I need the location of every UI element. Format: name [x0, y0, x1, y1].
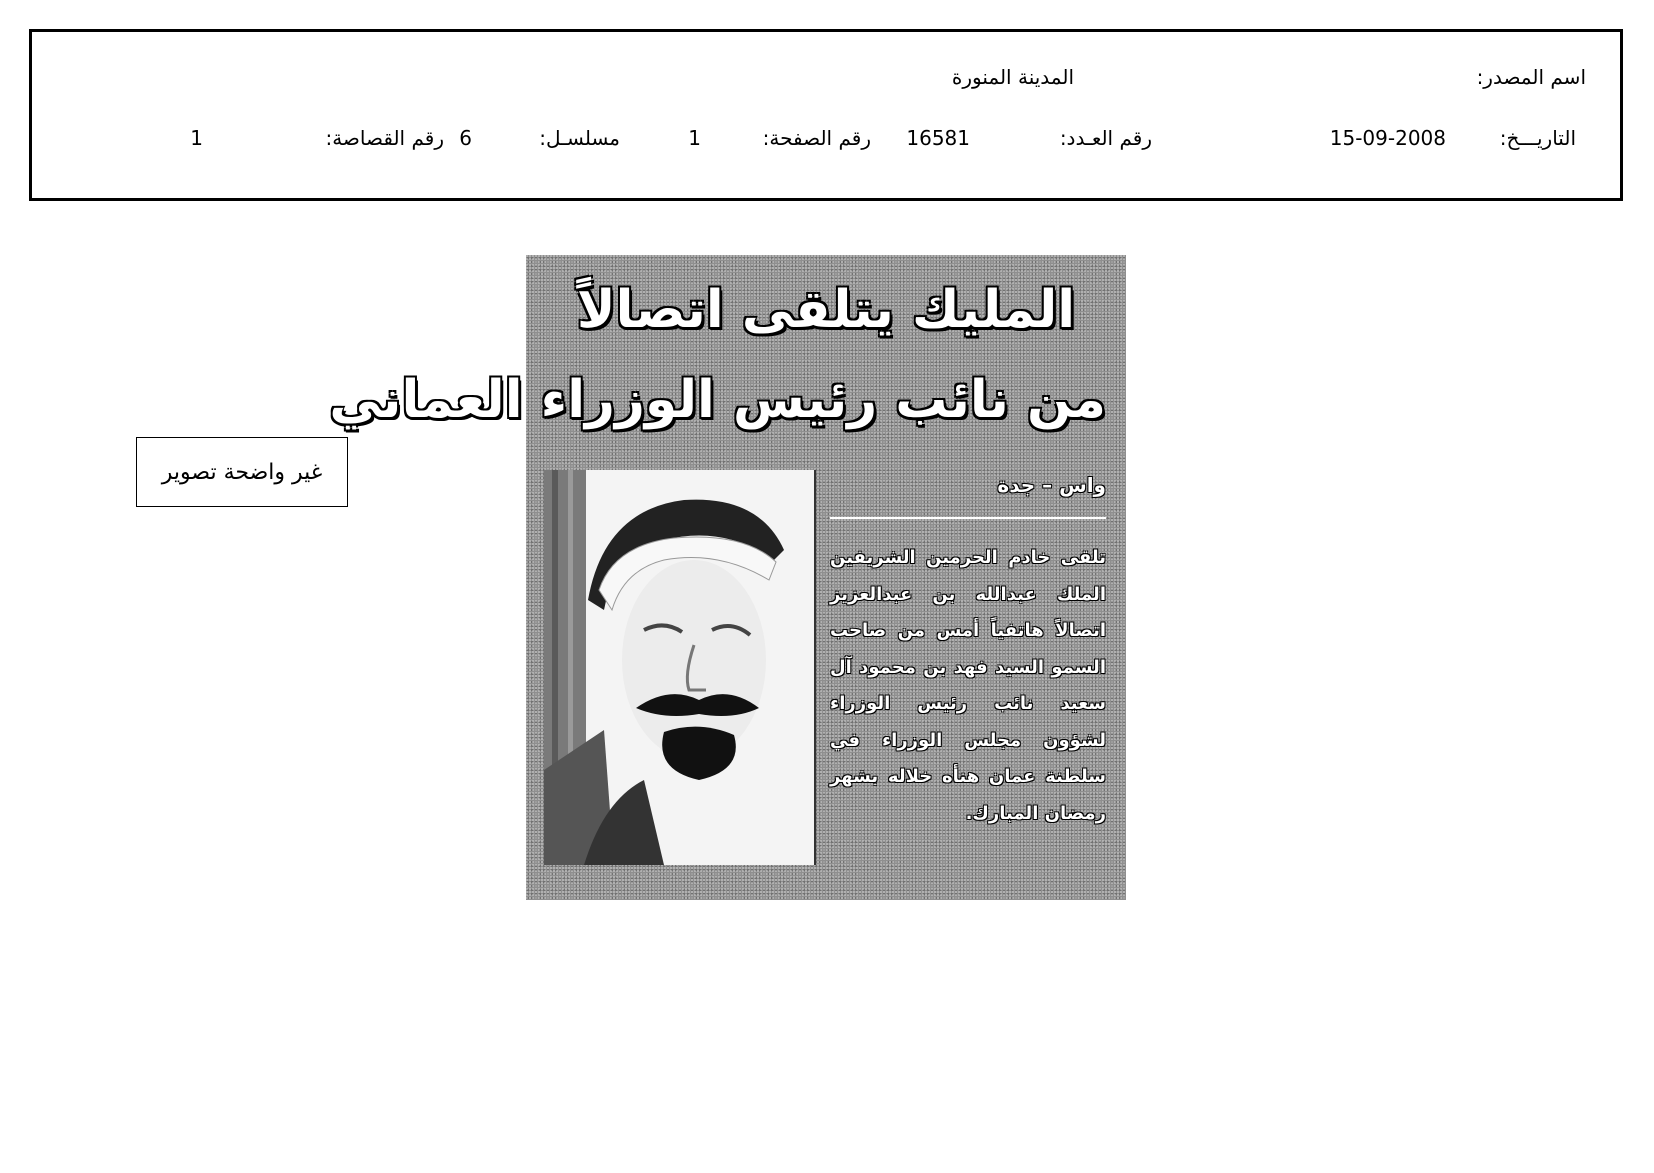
- headline-line-2: من نائب رئيس الوزراء العماني: [329, 370, 1106, 430]
- byline-rule: [830, 517, 1106, 519]
- clip-number-value: 1: [190, 126, 203, 150]
- clip-number-label: رقم القصاصة:: [325, 126, 444, 150]
- page-value: 1: [688, 126, 701, 150]
- date-label: التاريـــخ:: [1499, 126, 1576, 150]
- document-header: [29, 29, 1623, 201]
- byline: واس – جدة: [997, 473, 1106, 497]
- serial-label: مسلسـل:: [539, 126, 620, 150]
- source-label: اسم المصدر:: [1476, 65, 1586, 89]
- note-text: غير واضحة تصوير: [161, 459, 323, 485]
- portrait-illustration: [544, 470, 814, 865]
- serial-value: 6: [459, 126, 472, 150]
- newspaper-clipping: [329, 255, 1126, 900]
- portrait-photo: [544, 470, 816, 865]
- unclear-copy-note: [136, 437, 348, 507]
- issue-label: رقم العـدد:: [1059, 126, 1152, 150]
- date-value: 15-09-2008: [1329, 126, 1446, 150]
- article-body: تلقى خادم الحرمين الشريفين الملك عبدالله بن عبدالعزيز اتصالاً هاتفياً أمس من صاحب السمو السيد فهد بن محمود آل سعيد نائب رئيس الوزراء لشؤون مجلس الوزراء في سلطنة عمان هنأه خلاله بشهر رمضان المبارك.: [830, 547, 1106, 824]
- headline-line-1: المليك يتلقى اتصالاً: [576, 280, 1076, 340]
- issue-value: 16581: [906, 126, 970, 150]
- page-label: رقم الصفحة:: [762, 126, 871, 150]
- source-value: المدينة المنورة: [951, 65, 1074, 89]
